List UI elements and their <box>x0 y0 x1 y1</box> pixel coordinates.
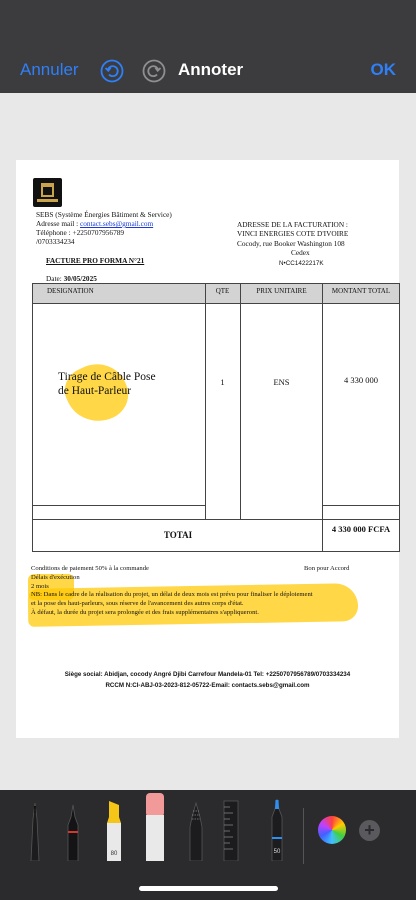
svg-text:80: 80 <box>110 851 118 857</box>
total-value: 4 330 000 FCFA <box>331 524 391 534</box>
billing-city: Cedex <box>291 248 310 257</box>
redo-icon[interactable] <box>142 59 166 83</box>
header-designation: DESIGNATION <box>33 284 205 304</box>
document-page[interactable] <box>16 160 399 738</box>
color-picker-icon[interactable] <box>318 816 346 844</box>
billing-ncc: N•CC1422217K <box>279 260 324 267</box>
note-line: NB: Dans le cadre de la réalisation du projet, un délai de deux mois est prévu pour finaliser le déploiement <box>31 591 313 599</box>
page-title: Annoter <box>178 60 244 79</box>
ok-button[interactable]: OK <box>370 60 396 79</box>
billing-company: VINCI ENERGIES COTE D'IVOIRE <box>237 229 349 239</box>
eraser-icon[interactable] <box>144 791 166 866</box>
sender-phone: Téléphone : +2250707956789 <box>36 228 125 237</box>
delay-label: Délais d'exécution <box>31 573 80 581</box>
header-qty: QTE <box>205 284 240 304</box>
total-label: TOTAI <box>163 530 193 540</box>
header-total: MONTANT TOTAL <box>323 284 399 304</box>
invoice-title: FACTURE PRO FORMA N°21 <box>46 256 145 265</box>
note-line: et la pose des haut-parleurs, sous réserve de l'avancement des autres corps d'état. <box>31 600 244 608</box>
pen-icon[interactable] <box>28 801 42 866</box>
undo-icon[interactable] <box>100 59 124 83</box>
note-line: À défaut, la durée du projet sera prolongée et des frais supplémentaires s'appliqueront. <box>31 608 259 616</box>
row-qty: 1 <box>220 377 225 387</box>
row-unit-price: ENS <box>273 377 290 387</box>
company-logo <box>33 178 62 207</box>
annotation-canvas[interactable] <box>0 93 416 790</box>
home-indicator[interactable] <box>139 886 278 891</box>
sender-phone-alt: /0703334234 <box>36 237 75 246</box>
billing-heading: ADRESSE DE LA FACTURATION : <box>237 220 348 229</box>
billing-street: Cocody, rue Booker Washington 108 <box>237 238 345 248</box>
header-unit-price: PRIX UNITAIRE <box>240 284 323 304</box>
row-designation: Tirage de Câble Pose de Haut-Parleur <box>58 371 156 397</box>
add-icon[interactable]: + <box>359 820 380 841</box>
markup-tool-tray <box>0 790 416 900</box>
lasso-icon[interactable] <box>186 801 206 866</box>
sender-email-line: Adresse mail : contact.sebs@gmail.com <box>36 219 154 228</box>
ruler-icon[interactable] <box>222 799 240 866</box>
svg-text:50: 50 <box>273 849 281 855</box>
footer-rccm: RCCM N:CI-ABJ-03-2023-812-05722-Email: contacts.sebs@gmail.com <box>105 682 310 689</box>
approval-label: Bon pour Accord <box>304 565 350 572</box>
sender-name: SEBS (Système Énergies Bâtiment & Service) <box>36 210 172 219</box>
footer-address: Siège social: Abidjan, cocody Angré Djibi Carrefour Mandela-01 Tel: +2250707956789/0703334234 <box>64 671 351 678</box>
invoice-date: Date: 30/05/2025 <box>46 274 97 283</box>
delay-value: 2 mois <box>31 582 49 590</box>
blue-pen-icon[interactable] <box>268 797 286 866</box>
billing-address <box>237 220 348 248</box>
annotation-toolbar <box>0 0 416 93</box>
cancel-button[interactable]: Annuler <box>20 60 79 79</box>
highlighter-icon[interactable] <box>104 799 124 866</box>
invoice-table <box>32 283 400 552</box>
fineliner-icon[interactable] <box>64 803 82 866</box>
row-total: 4 330 000 <box>344 375 378 385</box>
sender-block <box>36 210 172 246</box>
sender-email-link[interactable]: contact.sebs@gmail.com <box>79 219 154 228</box>
conditions-block <box>31 565 371 618</box>
payment-terms: Conditions de paiement 50% à la commande <box>31 565 149 572</box>
